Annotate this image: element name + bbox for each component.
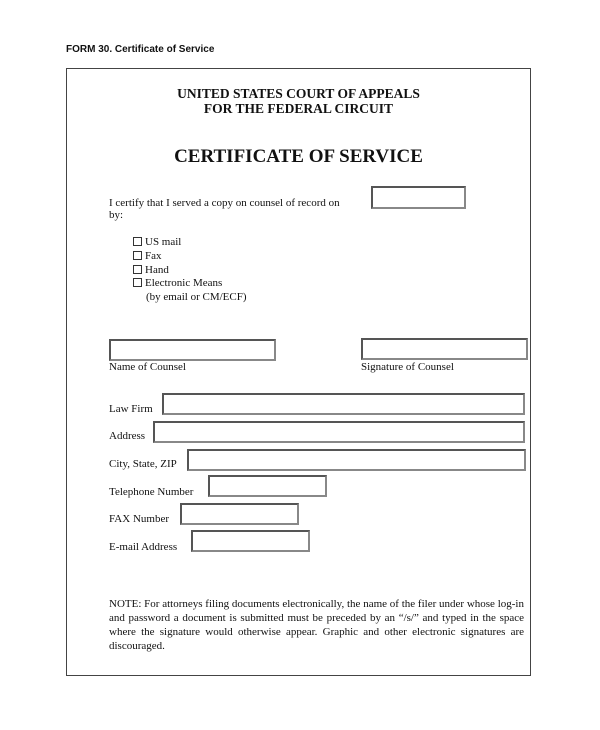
court-circuit: FOR THE FEDERAL CIRCUIT	[203, 101, 394, 116]
counsel-name-label: Name of Counsel	[109, 361, 186, 373]
fax-label: FAX Number	[109, 513, 169, 525]
filing-note: NOTE: For attorneys filing documents electronically, the name of the filer under whose log-in and password a document is submitted must be preceded by an “/s/” and typed in the space where the signature would otherwise appear. Graphic and other electronic signatures are discouraged.	[109, 598, 524, 652]
checkbox-hand[interactable]: Hand	[133, 264, 169, 276]
law-firm-input[interactable]	[162, 393, 525, 415]
checkbox-us-mail[interactable]: US mail	[133, 236, 181, 248]
checkbox-icon[interactable]	[133, 237, 142, 246]
checkbox-electronic[interactable]: Electronic Means	[133, 277, 222, 289]
law-firm-label: Law Firm	[109, 403, 153, 415]
page-title: CERTIFICATE OF SERVICE	[174, 146, 423, 167]
email-label: E-mail Address	[109, 541, 178, 553]
court-name: UNITED STATES COURT OF APPEALS	[177, 86, 420, 101]
telephone-label: Telephone Number	[109, 486, 194, 498]
city-label: City, State, ZIP	[109, 458, 177, 470]
form-label: FORM 30. Certificate of Service	[66, 44, 215, 55]
counsel-name-input[interactable]	[109, 339, 276, 361]
certify-text: I certify that I served a copy on counsel of record on	[109, 197, 340, 209]
telephone-input[interactable]	[208, 475, 327, 497]
address-input[interactable]	[153, 421, 525, 443]
checkbox-icon[interactable]	[133, 278, 142, 287]
certify-by: by:	[109, 209, 124, 221]
city-input[interactable]	[187, 449, 526, 471]
checkbox-fax[interactable]: Fax	[133, 250, 162, 262]
checkbox-icon[interactable]	[133, 265, 142, 274]
signature-input[interactable]	[361, 338, 528, 360]
checkbox-icon[interactable]	[133, 251, 142, 260]
service-date-input[interactable]	[371, 186, 466, 209]
fax-input[interactable]	[180, 503, 299, 525]
address-label: Address	[109, 430, 146, 442]
email-input[interactable]	[191, 530, 310, 552]
signature-label: Signature of Counsel	[361, 361, 454, 373]
electronic-note: (by email or CM/ECF)	[146, 291, 247, 303]
